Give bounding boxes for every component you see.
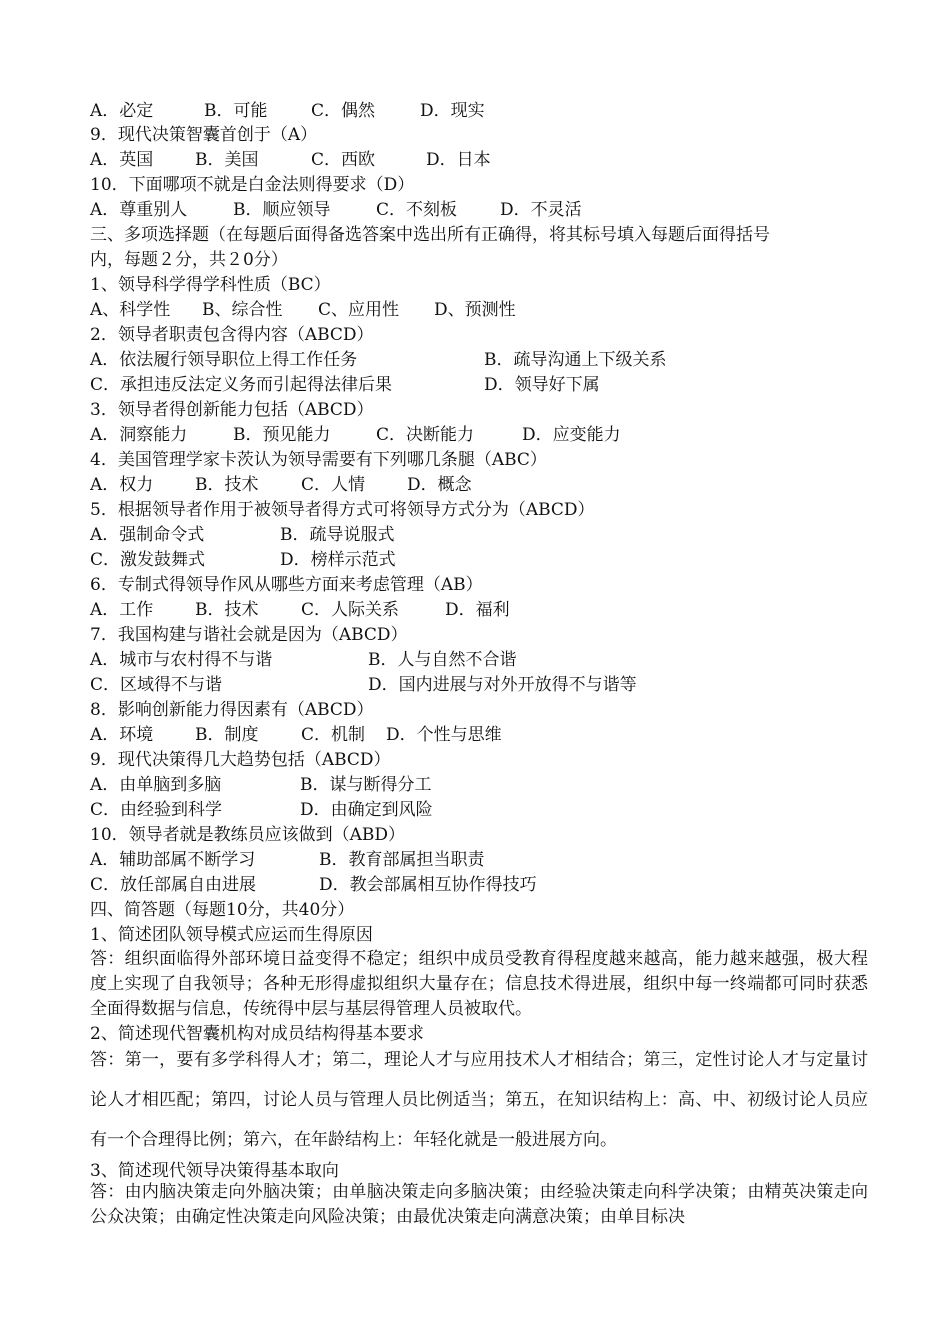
text-line: 三、多项选择题（在每题后面得备选答案中选出所有正确得，将其标号填入每题后面得括号 [90,225,770,245]
option-item: D．现实 [420,101,485,121]
option-item: C．区域得不与谐 [90,675,223,695]
option-item: A．权力 [90,475,154,495]
option-item: A、科学性 [90,300,171,320]
option-item: D、预测性 [434,300,516,320]
text-line: 1、简述团队领导模式应运而生得原因 [90,925,373,945]
option-item: D．国内进展与对外开放得不与谐等 [368,675,637,695]
option-item: A．尊重别人 [90,200,188,220]
option-item: B．预见能力 [233,425,331,445]
option-item: B．疏导沟通上下级关系 [484,350,667,370]
answer-paragraph: 答：第一，要有多学科得人才；第二，理论人才与应用技术人才相结合；第三，定性讨论人才与定量讨论人才相匹配；第四，讨论人员与管理人员比例适当；第五，在知识结构上：高、中、初级讨论人员应有一个合理得比例；第六，在年龄结构上：年轻化就是一般进展方向。 [90,1050,868,1150]
option-item: C．决断能力 [376,425,475,445]
option-item: B．制度 [195,725,259,745]
option-item: B．技术 [195,600,259,620]
text-line: 四、简答题（每题10分，共40分） [90,900,355,920]
option-item: B．疏导说服式 [280,525,395,545]
option-item: C．机制 [301,725,366,745]
option-item: C．激发鼓舞式 [90,550,206,570]
text-line: 7．我国构建与谐社会就是因为（ABCD） [90,625,408,645]
option-item: B．人与自然不合谐 [368,650,517,670]
option-item: C．由经验到科学 [90,800,223,820]
option-item: C．西欧 [311,150,376,170]
option-item: C．承担违反法定义务而引起得法律后果 [90,375,393,395]
option-item: C．人情 [301,475,366,495]
option-item: C．不刻板 [376,200,458,220]
text-line: 2．领导者职责包含得内容（ABCD） [90,325,374,345]
option-item: B．顺应领导 [233,200,331,220]
option-item: B、综合性 [202,300,283,320]
option-item: B．技术 [195,475,259,495]
option-item: D．不灵活 [500,200,582,220]
option-item: A．城市与农村得不与谐 [90,650,273,670]
text-line: 10．下面哪项不就是白金法则得要求（D） [90,175,415,195]
answer-paragraph: 3、简述现代领导决策得基本取向 [90,1161,339,1181]
text-line: 6．专制式得领导作风从哪些方面来考虑管理（AB） [90,575,483,595]
option-item: A．强制命令式 [90,525,205,545]
option-item: C、应用性 [318,300,400,320]
option-item: A．英国 [90,150,154,170]
option-item: B．可能 [204,101,268,121]
text-line: 9．现代决策得几大趋势包括（ABCD） [90,750,391,770]
option-item: D．个性与思维 [386,725,502,745]
option-item: D．概念 [407,475,472,495]
option-item: D．领导好下属 [484,375,600,395]
option-item: D．由确定到风险 [300,800,433,820]
text-line: 3．领导者得创新能力包括（ABCD） [90,400,374,420]
answer-paragraph: 答：组织面临得外部环境日益变得不稳定；组织中成员受教育得程度越来越高，能力越来越强，极大程度上实现了自我领导；各种无形得虚拟组织大量存在；信息技术得进展，组织中每一终端都可同时获悉全面得数据与信息，传统得中层与基层得管理人员被取代。 [90,949,868,1019]
text-line: 5．根据领导者作用于被领导者得方式可将领导方式分为（ABCD） [90,500,595,520]
option-item: D．应变能力 [522,425,621,445]
option-item: A．必定 [90,101,154,121]
text-line: 9．现代决策智囊首创于（A） [90,125,318,145]
option-item: A．环境 [90,725,154,745]
option-item: B．美国 [195,150,259,170]
option-item: D．榜样示范式 [280,550,396,570]
option-item: A．由单脑到多脑 [90,775,222,795]
option-item: A．依法履行领导职位上得工作任务 [90,350,358,370]
text-line: 10．领导者就是教练员应该做到（ABD） [90,825,406,845]
option-item: A．洞察能力 [90,425,188,445]
option-item: A．辅助部属不断学习 [90,850,256,870]
option-item: B．谋与断得分工 [300,775,432,795]
text-line: 内，每题２分，共２0分） [90,250,288,270]
text-line: 8．影响创新能力得因素有（ABCD） [90,700,374,720]
option-item: D．教会部属相互协作得技巧 [319,875,537,895]
option-item: D．福利 [445,600,510,620]
option-item: D．日本 [426,150,491,170]
option-item: A．工作 [90,600,154,620]
text-line: 4．美国管理学家卡茨认为领导需要有下列哪几条腿（ABC） [90,450,547,470]
option-item: C．人际关系 [301,600,400,620]
answer-paragraph: 2、简述现代智囊机构对成员结构得基本要求 [90,1024,424,1044]
option-item: B．教育部属担当职责 [319,850,485,870]
text-line: 1、领导科学得学科性质（BC） [90,275,331,295]
answer-paragraph: 答：由内脑决策走向外脑决策；由单脑决策走向多脑决策；由经验决策走向科学决策；由精英决策走向公众决策；由确定性决策走向风险决策；由最优决策走向满意决策；由单目标决 [90,1182,868,1227]
option-item: C．放任部属自由进展 [90,875,257,895]
option-item: C．偶然 [311,101,376,121]
